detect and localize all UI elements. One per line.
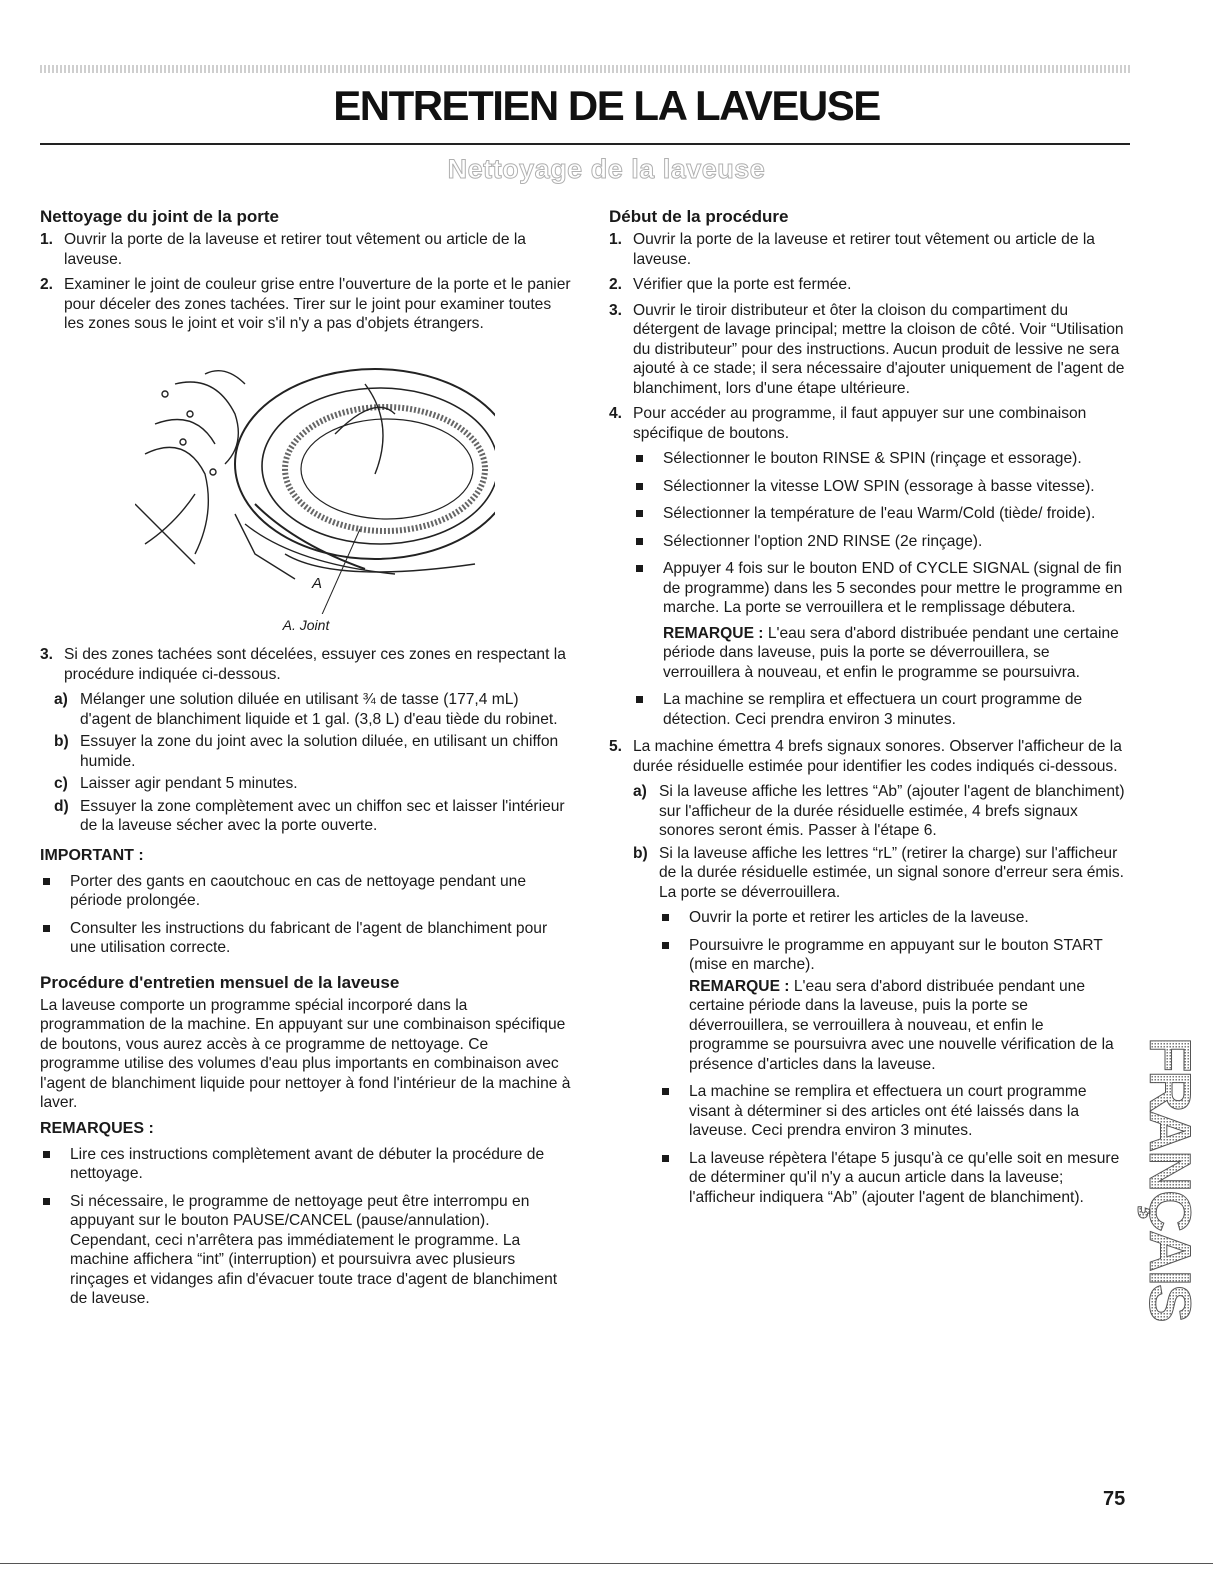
- step-number: 1.: [609, 231, 623, 248]
- note-label: REMARQUE :: [663, 624, 764, 642]
- step-text: Examiner le joint de couleur grise entre l'ouverture de la porte et le panier pour déceler des zones tachées. Tirer sur le joint pour examiner toutes les zones sous le joint et voir s'il n'y a pas d'objets étrangers.: [64, 276, 571, 332]
- language-tab: [1128, 1037, 1210, 1337]
- figure-caption: A. Joint: [282, 616, 330, 633]
- substep-text: Essuyer la zone complètement avec un chiffon sec et laisser l'intérieur de la laveuse sécher avec la porte ouverte.: [80, 797, 565, 834]
- remarque-bullet: Si nécessaire, le programme de nettoyage peut être interrompu en appuyant sur le bouton PAUSE/CANCEL (pause/annulation). Cependant, ceci n'arrêtera pas immédiatement le programme. La machine affichera “int” (interruption) et poursuivra avec plusieurs rinçages et vidanges afin d'évacuer toute trace d'agent de blanchiment de laveuse.: [40, 1192, 572, 1309]
- joint-step-3: [40, 645, 572, 684]
- note-text: L'eau sera d'abord distribuée pendant une certaine période dans la laveuse, puis la porte se déverrouillera, se verrouillera à nouveau, et enfin le programme se poursuivra avec une nouvelle vérification de la présence d'articles dans la laveuse.: [689, 977, 1114, 1073]
- step-5b-bullet: Ouvrir la porte et retirer les articles de la laveuse.: [659, 908, 1125, 928]
- step-number: 2.: [609, 276, 623, 293]
- substep-b: [54, 732, 572, 771]
- step-number: 1.: [40, 231, 54, 248]
- section-subtitle: Nettoyage de la laveuse: [447, 154, 766, 184]
- substep-letter: a): [633, 783, 647, 800]
- door-seal-illustration: [135, 354, 495, 614]
- footer-rule: [0, 1563, 1213, 1564]
- procedure-heading: Début de la procédure: [609, 207, 789, 226]
- title-divider: [40, 143, 1130, 145]
- step-number: 2.: [40, 276, 54, 293]
- step-text: Ouvrir le tiroir distributeur et ôter la cloison du compartiment du détergent de lavage principal; mettre la cloison de côté. Voir “Utilisation du distributeur” pour des instructions. Aucun produit de lessive ne sera ajouté à ce stade; il sera nécessaire d'ajouter uniquement de l'agent de blanchiment, lors d'une étape ultérieure.: [633, 301, 1125, 397]
- language-tab-label: FRANÇAIS: [1137, 1037, 1202, 1321]
- step-text: Ouvrir la porte de la laveuse et retirer tout vêtement ou article de la laveuse.: [64, 231, 526, 268]
- substep-letter: b): [54, 733, 69, 750]
- important-bullet: Porter des gants en caoutchouc en cas de nettoyage pendant une période prolongée.: [40, 872, 572, 911]
- remarque-note: [659, 977, 1125, 1075]
- monthly-intro: La laveuse comporte un programme spécial incorporé dans la programmation de la machine. En appuyant sur une combinaison spécifique de boutons, vous aurez accès à ce programme de nettoyage. Ce programme utilise des volumes d'eau plus importants en combinaison avec l'agent de blanchiment liquide pour nettoyer à fond l'intérieur de la machine à laver.: [40, 996, 571, 1111]
- substep-letter: b): [633, 844, 648, 862]
- page-title: ENTRETIEN DE LA LAVEUSE: [333, 82, 880, 129]
- substep-d: [54, 797, 572, 836]
- figure-callout-label: A: [312, 574, 323, 592]
- note-label: REMARQUE :: [689, 977, 790, 995]
- joint-step-2: [40, 275, 572, 334]
- step-number: 4.: [609, 405, 623, 422]
- joint-heading: Nettoyage du joint de la porte: [40, 207, 279, 226]
- header-dotted-rule: [40, 65, 1130, 73]
- step-5b-bullet: Poursuivre le programme en appuyant sur le bouton START (mise en marche).: [659, 936, 1125, 975]
- substep-text: Si la laveuse affiche les lettres “rL” (retirer la charge) sur l'afficheur de la durée résiduelle estimée, un signal sonore d'erreur sera émis. La porte se déverrouillera.: [659, 844, 1124, 901]
- substep-text: Si la laveuse affiche les lettres “Ab” (ajouter l'agent de blanchiment) sur l'afficheur de la durée résiduelle estimée, 4 brefs signaux sonores seront émis. Passer à l'étape 6.: [659, 783, 1125, 839]
- substep-letter: d): [54, 797, 69, 815]
- step-4-bullet: Appuyer 4 fois sur le bouton END of CYCLE SIGNAL (signal de fin de programme) dans les 5 secondes pour mettre le programme en marche. La porte se verrouillera et le remplissage débutera.: [633, 559, 1125, 618]
- procedure-step-3: [609, 301, 1125, 399]
- step-4-bullets: [609, 449, 1125, 729]
- important-bullet: Consulter les instructions du fabricant de l'agent de blanchiment pour une utilisation correcte.: [40, 919, 572, 958]
- remarque-bullet: Lire ces instructions complètement avant de débuter la procédure de nettoyage.: [40, 1145, 572, 1184]
- step-5b-bullets: [633, 908, 1125, 1207]
- substep-a: [633, 782, 1125, 841]
- step-5b-bullet: La laveuse répètera l'étape 5 jusqu'à ce qu'elle soit en mesure de déterminer qu'il n'y a aucun article dans la laveuse; l'afficheur indiquera “Ab” (ajouter l'agent de blanchiment).: [659, 1149, 1125, 1208]
- important-heading: IMPORTANT :: [40, 846, 144, 864]
- procedure-step-1: [609, 230, 1125, 269]
- substep-b: [633, 844, 1125, 903]
- remarques-heading: REMARQUES :: [40, 1119, 154, 1137]
- substep-letter: c): [54, 775, 68, 792]
- procedure-step-4: [609, 404, 1125, 443]
- step-4-bullet: Sélectionner la vitesse LOW SPIN (essorage à basse vitesse).: [633, 477, 1125, 497]
- note-text: L'eau sera d'abord distribuée pendant une certaine période dans laveuse, puis la porte se déverrouillera, se verrouillera à nouveau, et enfin le programme se poursuivra.: [663, 624, 1119, 681]
- step-4-bullet: La machine se remplira et effectuera un court programme de détection. Ceci prendra environ 3 minutes.: [633, 690, 1125, 729]
- joint-substeps: [40, 690, 572, 836]
- step-5b-bullet: La machine se remplira et effectuera un court programme visant à déterminer si des articles ont été laissés dans la laveuse. Ceci prendra environ 3 minutes.: [659, 1082, 1125, 1141]
- substep-letter: a): [54, 691, 68, 708]
- monthly-heading: Procédure d'entretien mensuel de la laveuse: [40, 972, 400, 992]
- remarque-note: [633, 624, 1125, 683]
- step-number: 3.: [609, 301, 623, 319]
- step-4-bullet: Sélectionner l'option 2ND RINSE (2e rinçage).: [633, 532, 1125, 552]
- right-column: [609, 206, 1125, 1215]
- step-4-bullet: Sélectionner le bouton RINSE & SPIN (rinçage et essorage).: [633, 449, 1125, 469]
- step-text: Pour accéder au programme, il faut appuyer sur une combinaison spécifique de boutons.: [633, 405, 1087, 442]
- step-text: Vérifier que la porte est fermée.: [633, 276, 852, 293]
- step-number: 3.: [40, 646, 54, 663]
- substep-text: Mélanger une solution diluée en utilisant ¾ de tasse (177,4 mL) d'agent de blanchiment liquide et 1 gal. (3,8 L) d'eau tiède du robinet.: [80, 691, 558, 728]
- substep-c: [54, 774, 572, 794]
- page-number: 75: [1103, 1488, 1126, 1510]
- left-column: [40, 206, 572, 1317]
- step-number: 5.: [609, 738, 623, 755]
- step-5-substeps: [609, 782, 1125, 1207]
- substep-text: Laisser agir pendant 5 minutes.: [80, 775, 298, 792]
- procedure-step-5: [609, 737, 1125, 776]
- step-text: Ouvrir la porte de la laveuse et retirer tout vêtement ou article de la laveuse.: [633, 231, 1095, 268]
- step-4-bullet: Sélectionner la température de l'eau Warm/Cold (tiède/ froide).: [633, 504, 1125, 524]
- substep-a: [54, 690, 572, 729]
- step-text: La machine émettra 4 brefs signaux sonores. Observer l'afficheur de la durée résiduelle estimée pour identifier les codes indiqués ci-dessous.: [633, 738, 1122, 775]
- joint-step-1: [40, 230, 572, 269]
- substep-text: Essuyer la zone du joint avec la solution diluée, en utilisant un chiffon humide.: [80, 733, 559, 770]
- procedure-step-2: [609, 275, 1125, 295]
- step-text: Si des zones tachées sont décelées, essuyer ces zones en respectant la procédure indiquée ci-dessous.: [64, 646, 566, 683]
